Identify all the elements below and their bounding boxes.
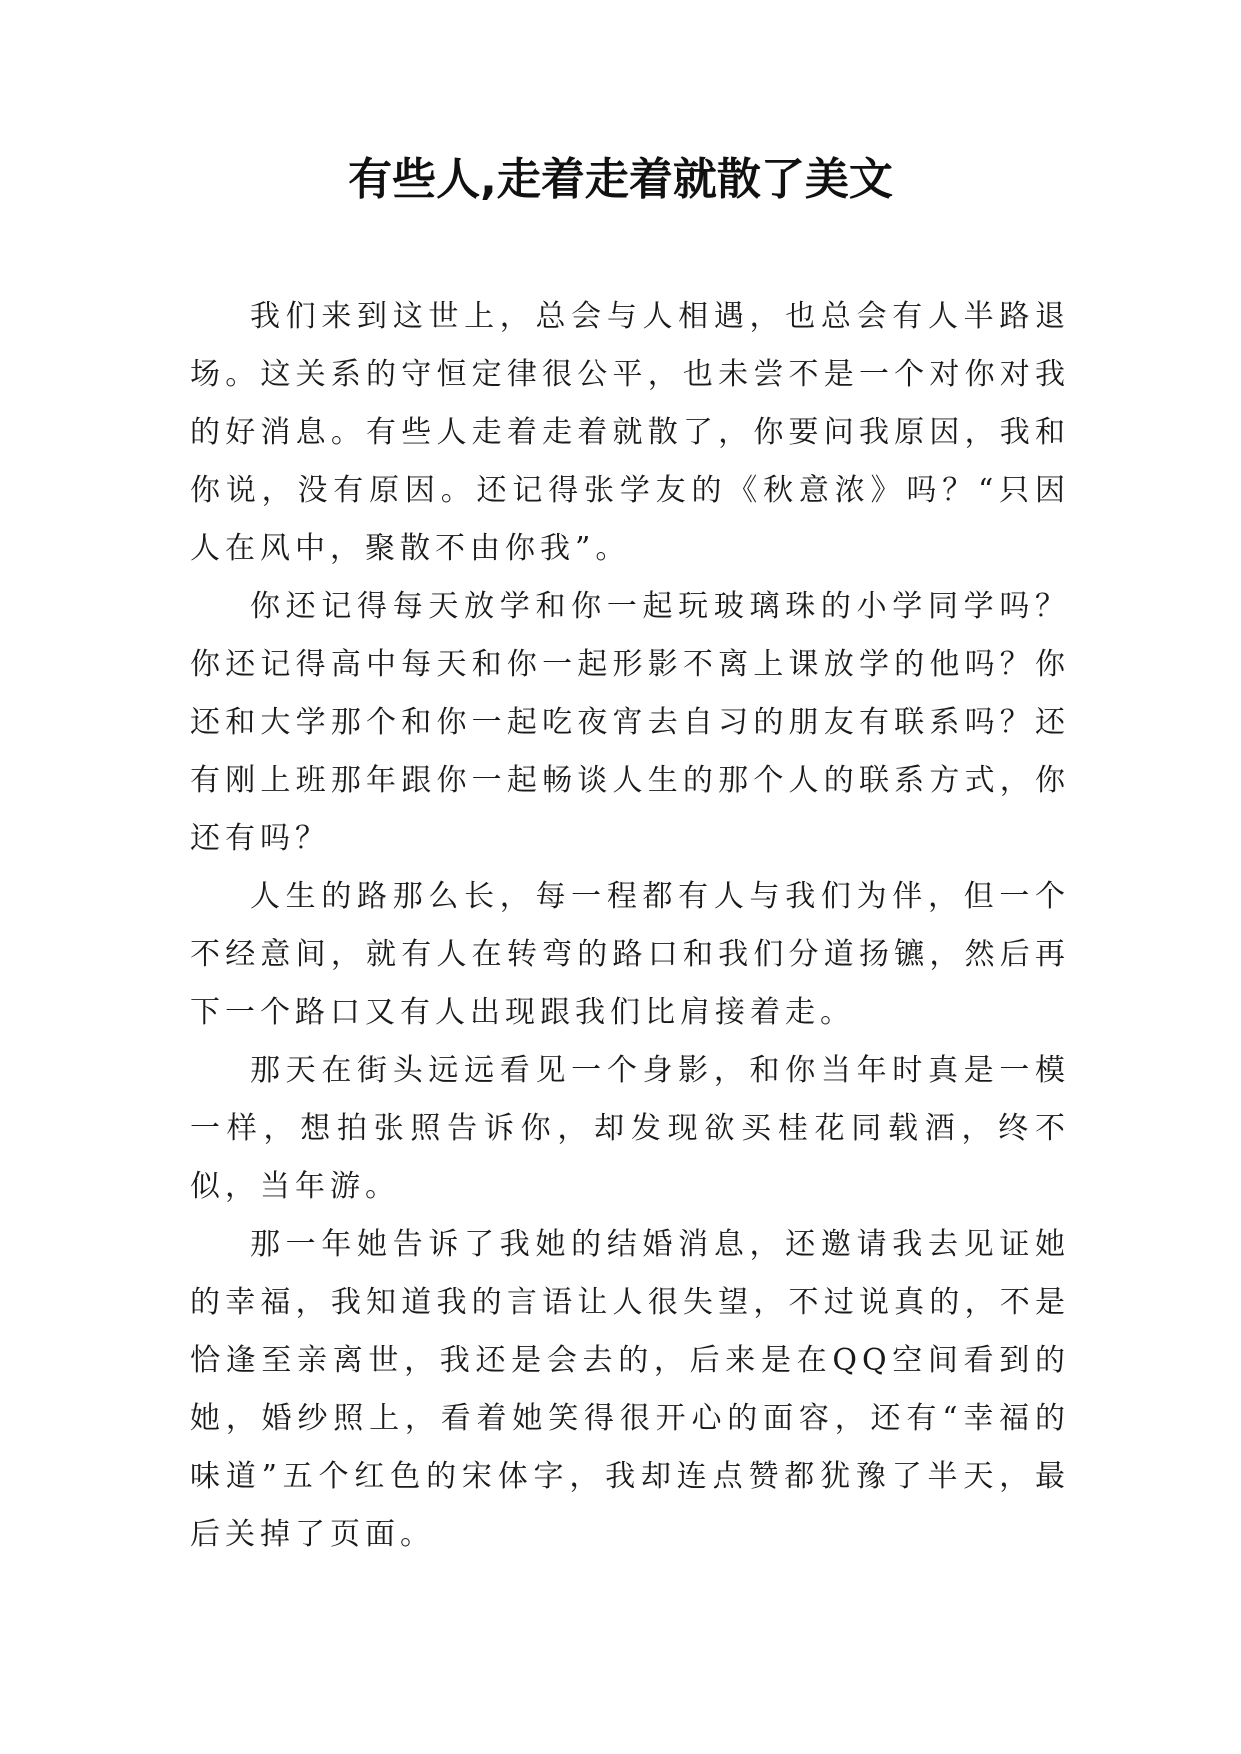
document-title: 有些人,走着走着就散了美文	[348, 154, 893, 205]
paragraph-2: 你还记得每天放学和你一起玩玻璃珠的小学同学吗？你还记得高中每天和你一起形影不离上课放学的他吗？你还和大学那个和你一起吃夜宵去自习的朋友有联系吗？还有刚上班那年跟你一起畅谈人生的那个人的联系方式，你还有吗？	[190, 589, 1070, 856]
paragraph-4: 那天在街头远远看见一个身影，和你当年时真是一模一样，想拍张照告诉你，却发现欲买桂花同载酒，终不似，当年游。	[190, 1053, 1070, 1204]
paragraph-5: 那一年她告诉了我她的结婚消息，还邀请我去见证她的幸福，我知道我的言语让人很失望，不过说真的，不是恰逢至亲离世，我还是会去的，后来是在QQ空间看到的她，婚纱照上，看着她笑得很开心的面容，还有“幸福的味道”五个红色的宋体字，我却连点赞都犹豫了半天，最后关掉了页面。	[190, 1227, 1070, 1552]
document-body	[190, 288, 1070, 1564]
paragraph-3: 人生的路那么长，每一程都有人与我们为伴，但一个不经意间，就有人在转弯的路口和我们分道扬镳，然后再下一个路口又有人出现跟我们比肩接着走。	[190, 879, 1070, 1030]
paragraph-1: 我们来到这世上，总会与人相遇，也总会有人半路退场。这关系的守恒定律很公平，也未尝不是一个对你对我的好消息。有些人走着走着就散了，你要问我原因，我和你说，没有原因。还记得张学友的《秋意浓》吗？“只因人在风中，聚散不由你我”。	[190, 299, 1070, 566]
